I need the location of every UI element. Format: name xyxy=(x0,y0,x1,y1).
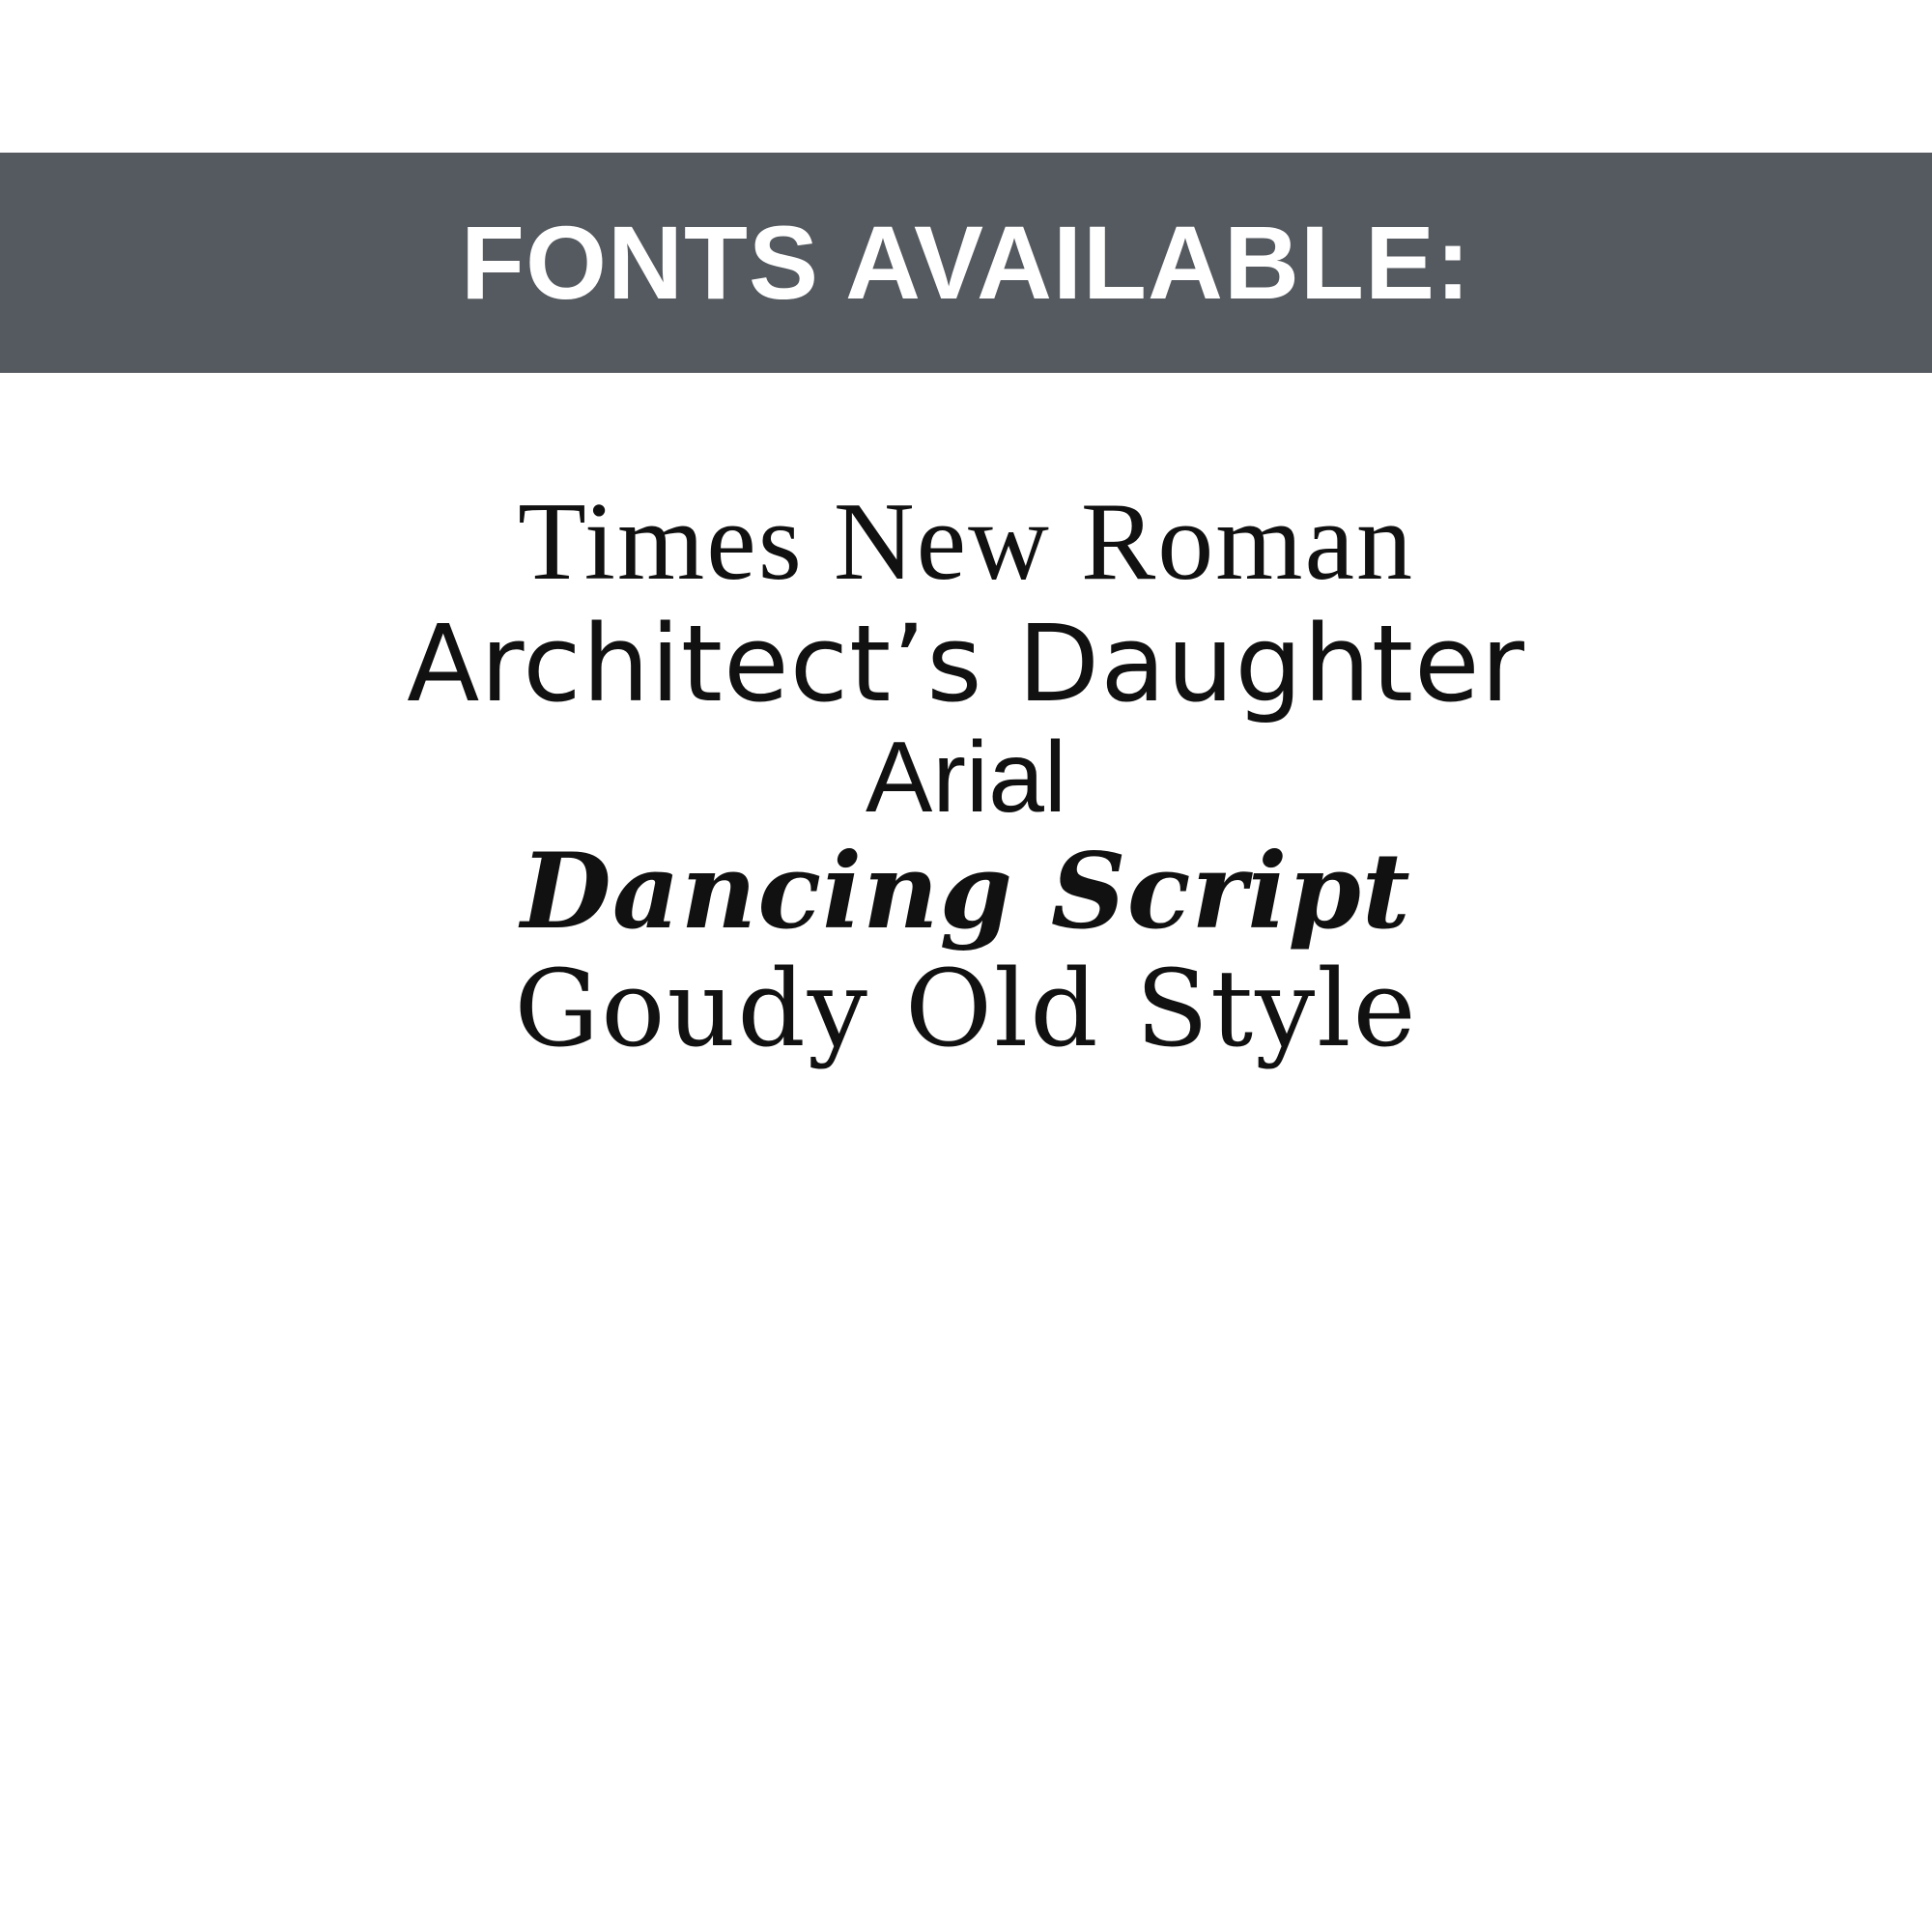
font-sample-list xyxy=(0,480,1932,1071)
font-sample-times-new-roman: Times New Roman xyxy=(518,480,1414,604)
page-title: FONTS AVAILABLE: xyxy=(461,204,1471,321)
header-banner xyxy=(0,153,1932,373)
font-sample-goudy-old-style: Goudy Old Style xyxy=(514,947,1418,1071)
font-sample-architects-daughter: Architect’s Daughter xyxy=(407,601,1525,725)
font-sample-dancing-script: Dancing Script xyxy=(521,830,1411,952)
font-sample-arial: Arial xyxy=(865,721,1067,834)
